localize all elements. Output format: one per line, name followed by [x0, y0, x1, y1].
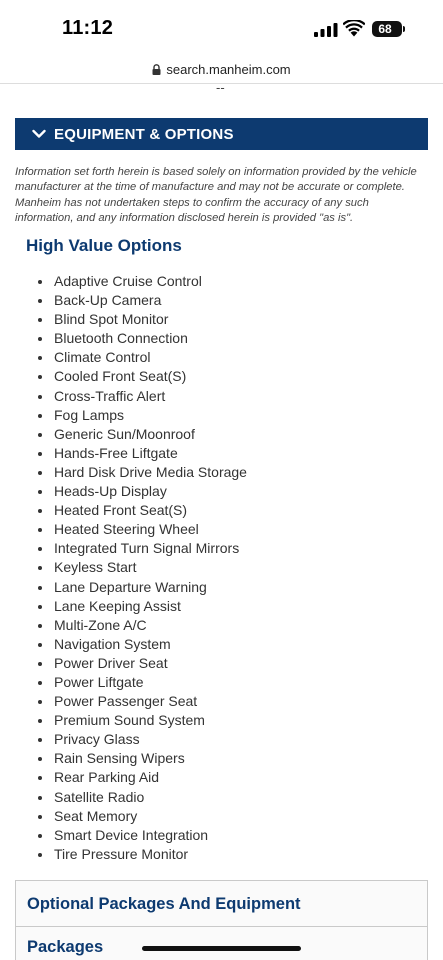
list-item: Heated Front Seat(S) — [36, 501, 247, 520]
list-item: Fog Lamps — [36, 406, 247, 425]
list-item: Adaptive Cruise Control — [36, 272, 247, 291]
list-item: Climate Control — [36, 348, 247, 367]
optional-packages-title: Optional Packages And Equipment — [27, 895, 301, 913]
battery-icon — [372, 21, 402, 37]
high-value-options-list — [36, 272, 247, 864]
list-item: Rain Sensing Wipers — [36, 749, 247, 768]
list-item: Generic Sun/Moonroof — [36, 425, 247, 444]
section-title: EQUIPMENT & OPTIONS — [54, 125, 234, 143]
battery-level: 68 — [378, 22, 392, 36]
list-item: Back-Up Camera — [36, 291, 247, 310]
high-value-options-title: High Value Options — [26, 236, 182, 255]
status-bar — [0, 0, 443, 56]
list-item: Cross-Traffic Alert — [36, 387, 247, 406]
list-item: Seat Memory — [36, 807, 247, 826]
packages-title: Packages — [27, 938, 104, 956]
chevron-down-icon — [32, 129, 46, 139]
list-item: Hard Disk Drive Media Storage — [36, 463, 247, 482]
list-item: Lane Departure Warning — [36, 578, 247, 597]
home-indicator[interactable] — [142, 946, 301, 951]
list-item: Privacy Glass — [36, 730, 247, 749]
url-text: search.manheim.com — [166, 62, 291, 77]
list-item: Rear Parking Aid — [36, 768, 247, 787]
list-item: Smart Device Integration — [36, 826, 247, 845]
list-item: Keyless Start — [36, 558, 247, 577]
list-item: Power Passenger Seat — [36, 692, 247, 711]
list-item: Power Liftgate — [36, 673, 247, 692]
placeholder-dash: -- — [216, 80, 225, 95]
list-item: Bluetooth Connection — [36, 329, 247, 348]
status-time: 11:12 — [62, 17, 114, 39]
list-item: Satellite Radio — [36, 788, 247, 807]
list-item: Tire Pressure Monitor — [36, 845, 247, 864]
disclaimer-text: Information set forth herein is based solely on information provided by the vehicle manufacturer at the time of manufacture and may not be accurate or complete. Manheim has not undertaken steps to confirm the accuracy of any such information, and any information disclosed herein is provided "as is". — [15, 166, 417, 224]
list-item: Integrated Turn Signal Mirrors — [36, 539, 247, 558]
list-item: Cooled Front Seat(S) — [36, 367, 247, 386]
list-item: Navigation System — [36, 635, 247, 654]
list-item: Heads-Up Display — [36, 482, 247, 501]
list-item: Heated Steering Wheel — [36, 520, 247, 539]
panel-divider — [16, 926, 427, 927]
equipment-options-header[interactable] — [15, 118, 428, 150]
list-item: Premium Sound System — [36, 711, 247, 730]
wifi-icon — [343, 20, 365, 37]
list-item: Multi-Zone A/C — [36, 616, 247, 635]
lock-icon — [152, 64, 161, 75]
signal-icon — [314, 23, 338, 37]
battery-nub — [403, 26, 405, 32]
list-item: Power Driver Seat — [36, 654, 247, 673]
list-item: Blind Spot Monitor — [36, 310, 247, 329]
list-item: Lane Keeping Assist — [36, 597, 247, 616]
list-item: Hands-Free Liftgate — [36, 444, 247, 463]
